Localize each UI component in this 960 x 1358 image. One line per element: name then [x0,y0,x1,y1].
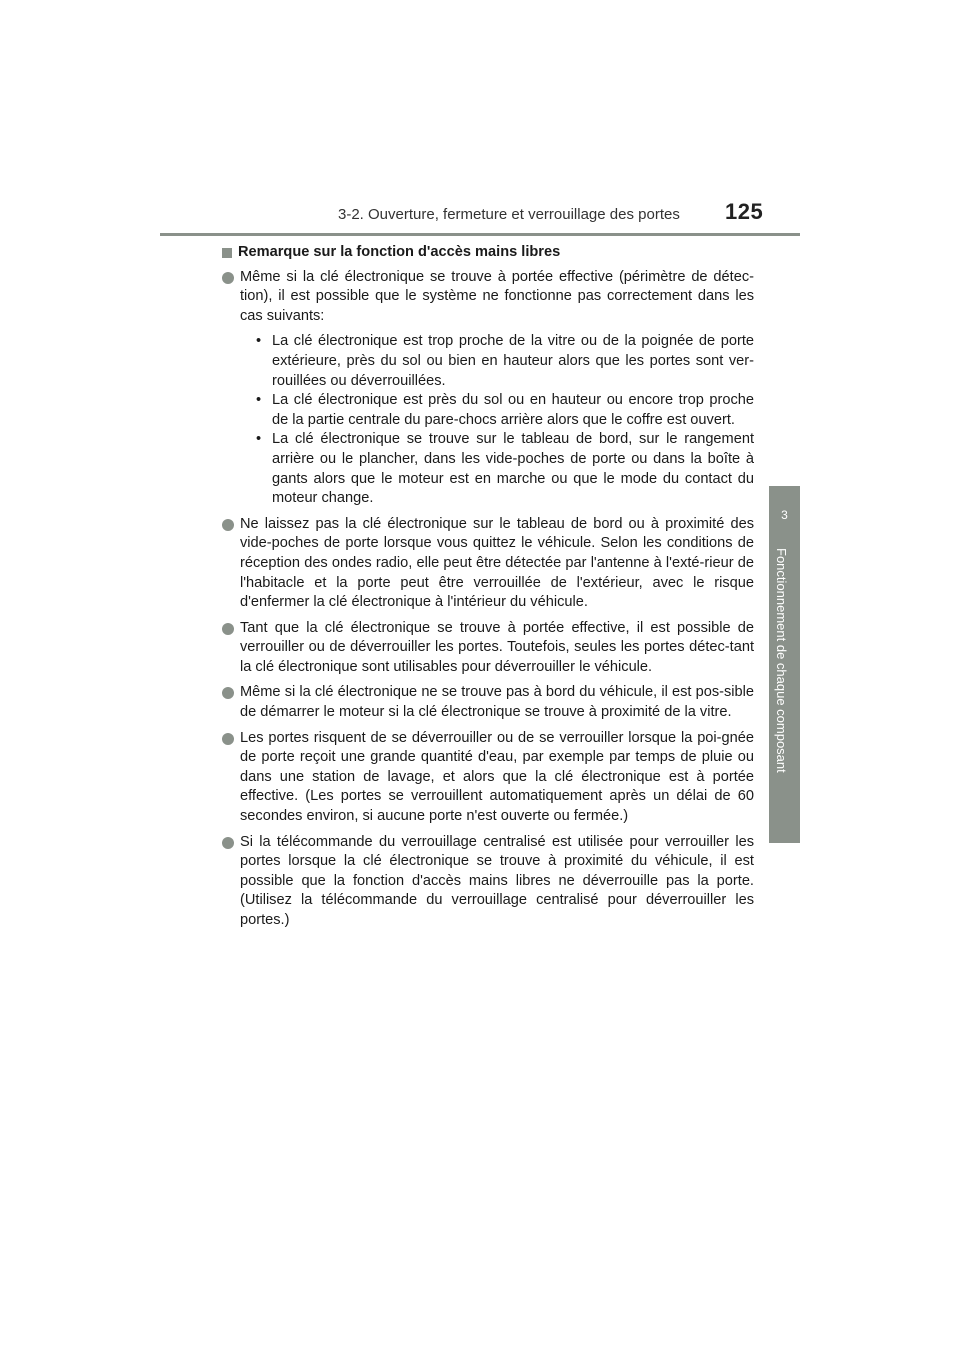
sub-list [240,332,754,508]
section-title-text: Remarque sur la fonction d'accès mains libres [238,244,561,260]
note-item-text: Si la télécommande du verrouillage centralisé est utilisée pour verrouiller les portes lorsque la clé électronique se trouve à proximité du véhicule, il est possible que la fonction d'accès mains libres ne déverrouille pas la porte. (Utilisez la télécommande du verrouillage centralisé pour déverrouiller les portes.) [240,833,754,928]
sub-list-item-text: La clé électronique se trouve sur le tableau de bord, sur le rangement arrière ou le plancher, dans les vide-poches de porte ou dans la boîte à gants alors que le moteur est en marche ou que le mode du contact du moteur change. [272,431,754,507]
circle-bullet-icon [222,519,234,531]
circle-bullet-icon [222,733,234,745]
note-item-text: Tant que la clé électronique se trouve à portée effective, il est possible de verrouiller ou de déverrouiller les portes. Toutefois, seules les portes détec-tant la clé électronique sont utilisables pour déverrouiller le véhicule. [240,619,754,675]
circle-bullet-icon [222,687,234,699]
note-item-text: Même si la clé électronique ne se trouve pas à bord du véhicule, il est pos-sible de démarrer le moteur si la clé électronique se trouve à proximité de la vitre. [240,684,754,721]
sub-list-item [254,430,754,508]
sub-list-item-text: La clé électronique est trop proche de la vitre ou de la poignée de porte extérieure, près du sol ou bien en hauteur alors que les portes sont ver-rouillées ou déverrouillées. [272,333,754,389]
note-item-text: Ne laissez pas la clé électronique sur le tableau de bord ou à proximité des vide-poches de porte lorsque vous quittez le véhicule. Selon les conditions de réception des ondes radio, elle peut être détectée par l'antenne à l'exté-rieur de l'habitacle et la porte peut être verrouillée de l'extérieur, avec le risque d'enfermer la clé électronique à l'intérieur du véhicule. [240,515,754,611]
page-number: 125 [725,199,764,224]
chapter-side-tab [769,486,800,843]
note-item [222,515,754,613]
circle-bullet-icon [222,837,234,849]
square-bullet-icon [222,248,232,258]
dot-bullet-icon: • [256,431,262,448]
note-item [222,729,754,827]
page-content [222,243,754,937]
sub-list-item-text: La clé électronique est près du sol ou en hauteur ou encore trop proche de la partie centrale du pare-chocs arrière alors que le coffre est ouvert. [272,392,754,428]
section-header: 3-2. Ouverture, fermeture et verrouillage des portes [338,206,680,223]
note-item-text: Même si la clé électronique se trouve à portée effective (périmètre de détec-tion), il est possible que le système ne fonctionne pas correctement dans les cas suivants: [240,268,754,324]
note-item [222,683,754,722]
header-divider [160,233,800,236]
section-title [222,243,754,263]
sub-list-item [254,332,754,391]
circle-bullet-icon [222,623,234,635]
note-item-text: Les portes risquent de se déverrouiller ou de se verrouiller lorsque la poi-gnée de porte reçoit une grande quantité d'eau, par exemple par temps de pluie ou dans une station de lavage, et alors que la clé électronique est à portée effective. (Les portes se verrouillent automatiquement après un délai de 60 secondes environ, si aucune porte n'est ouverte ou fermée.) [240,729,754,825]
note-item [222,268,754,509]
dot-bullet-icon: • [256,333,262,350]
circle-bullet-icon [222,272,234,284]
sub-list-item [254,391,754,430]
chapter-label: Fonctionnement de chaque composant [774,548,789,773]
dot-bullet-icon: • [256,392,262,409]
note-item [222,619,754,678]
chapter-number: 3 [781,508,788,522]
note-item [222,833,754,931]
